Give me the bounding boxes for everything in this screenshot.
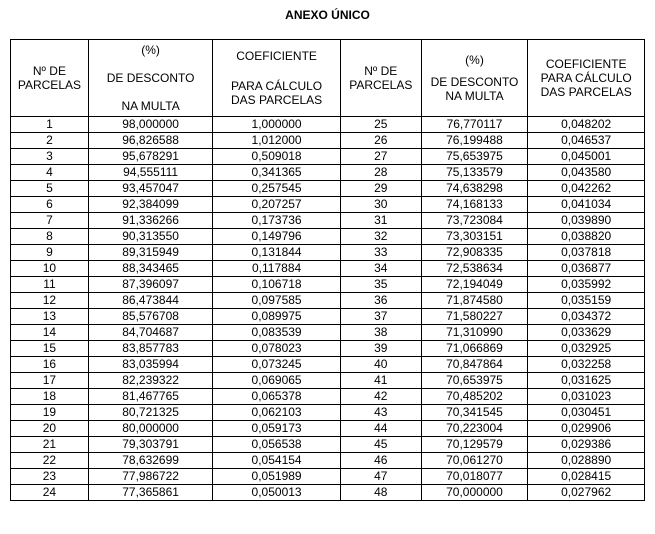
cell-coefficient-left: 0,050013 — [213, 485, 341, 501]
cell-installments-left: 21 — [11, 437, 89, 453]
cell-discount-left: 93,457047 — [88, 181, 212, 197]
cell-discount-right: 72,194049 — [421, 277, 528, 293]
cell-discount-right: 71,580227 — [421, 309, 528, 325]
cell-installments-left: 16 — [11, 357, 89, 373]
cell-discount-left: 85,576708 — [88, 309, 212, 325]
table-row — [11, 421, 645, 437]
cell-installments-right: 39 — [340, 341, 421, 357]
cell-discount-left: 96,826588 — [88, 133, 212, 149]
cell-discount-left: 83,857783 — [88, 341, 212, 357]
cell-discount-left: 80,000000 — [88, 421, 212, 437]
cell-discount-right: 70,018077 — [421, 469, 528, 485]
cell-coefficient-right: 0,029386 — [528, 437, 645, 453]
cell-discount-left: 88,343465 — [88, 261, 212, 277]
cell-installments-right: 42 — [340, 389, 421, 405]
cell-installments-left: 3 — [11, 149, 89, 165]
header-discount-left: (%) DE DESCONTO NA MULTA — [88, 40, 212, 117]
table-header-row — [11, 40, 645, 117]
cell-discount-right: 76,770117 — [421, 117, 528, 133]
table-row — [11, 245, 645, 261]
cell-discount-right: 71,874580 — [421, 293, 528, 309]
cell-discount-left: 95,678291 — [88, 149, 212, 165]
cell-coefficient-left: 0,059173 — [213, 421, 341, 437]
cell-coefficient-left: 0,065378 — [213, 389, 341, 405]
cell-installments-right: 45 — [340, 437, 421, 453]
cell-installments-right: 35 — [340, 277, 421, 293]
cell-coefficient-left: 0,073245 — [213, 357, 341, 373]
header-installments-right: Nº DE PARCELAS — [340, 40, 421, 117]
cell-discount-right: 74,168133 — [421, 197, 528, 213]
cell-installments-left: 14 — [11, 325, 89, 341]
cell-coefficient-left: 0,069065 — [213, 373, 341, 389]
table-row — [11, 469, 645, 485]
table-row — [11, 453, 645, 469]
cell-coefficient-left: 0,257545 — [213, 181, 341, 197]
table-row — [11, 357, 645, 373]
cell-discount-right: 75,133579 — [421, 165, 528, 181]
cell-discount-left: 77,986722 — [88, 469, 212, 485]
cell-coefficient-right: 0,039890 — [528, 213, 645, 229]
table-body — [11, 117, 645, 501]
cell-coefficient-left: 0,051989 — [213, 469, 341, 485]
cell-coefficient-right: 0,032925 — [528, 341, 645, 357]
cell-discount-right: 75,653975 — [421, 149, 528, 165]
cell-coefficient-left: 0,106718 — [213, 277, 341, 293]
header-coefficient-left: COEFICIENTE PARA CÁLCULO DAS PARCELAS — [213, 40, 341, 117]
cell-coefficient-right: 0,031625 — [528, 373, 645, 389]
cell-installments-left: 5 — [11, 181, 89, 197]
cell-installments-left: 2 — [11, 133, 89, 149]
table-row — [11, 229, 645, 245]
cell-discount-right: 70,129579 — [421, 437, 528, 453]
cell-coefficient-right: 0,028415 — [528, 469, 645, 485]
table-row — [11, 133, 645, 149]
installment-table — [10, 39, 645, 501]
cell-installments-left: 22 — [11, 453, 89, 469]
cell-coefficient-right: 0,034372 — [528, 309, 645, 325]
table-row — [11, 437, 645, 453]
cell-installments-right: 38 — [340, 325, 421, 341]
cell-installments-left: 7 — [11, 213, 89, 229]
cell-coefficient-right: 0,028890 — [528, 453, 645, 469]
cell-installments-right: 34 — [340, 261, 421, 277]
cell-discount-left: 84,704687 — [88, 325, 212, 341]
cell-coefficient-right: 0,038820 — [528, 229, 645, 245]
cell-installments-right: 32 — [340, 229, 421, 245]
table-row — [11, 485, 645, 501]
cell-installments-right: 28 — [340, 165, 421, 181]
cell-installments-right: 33 — [340, 245, 421, 261]
cell-coefficient-left: 0,083539 — [213, 325, 341, 341]
table-row — [11, 213, 645, 229]
cell-installments-left: 13 — [11, 309, 89, 325]
cell-coefficient-left: 0,117884 — [213, 261, 341, 277]
cell-coefficient-left: 1,000000 — [213, 117, 341, 133]
cell-coefficient-right: 0,041034 — [528, 197, 645, 213]
cell-coefficient-left: 0,509018 — [213, 149, 341, 165]
table-row — [11, 117, 645, 133]
cell-coefficient-right: 0,029906 — [528, 421, 645, 437]
cell-coefficient-right: 0,045001 — [528, 149, 645, 165]
cell-discount-left: 94,555111 — [88, 165, 212, 181]
cell-installments-right: 30 — [340, 197, 421, 213]
cell-installments-right: 31 — [340, 213, 421, 229]
cell-coefficient-right: 0,037818 — [528, 245, 645, 261]
cell-coefficient-right: 0,048202 — [528, 117, 645, 133]
table-row — [11, 373, 645, 389]
cell-installments-left: 15 — [11, 341, 89, 357]
cell-discount-left: 86,473844 — [88, 293, 212, 309]
cell-discount-right: 73,723084 — [421, 213, 528, 229]
cell-coefficient-right: 0,035992 — [528, 277, 645, 293]
cell-discount-right: 70,341545 — [421, 405, 528, 421]
cell-discount-right: 71,310990 — [421, 325, 528, 341]
cell-coefficient-right: 0,032258 — [528, 357, 645, 373]
cell-discount-right: 71,066869 — [421, 341, 528, 357]
cell-coefficient-left: 0,062103 — [213, 405, 341, 421]
cell-installments-left: 18 — [11, 389, 89, 405]
cell-coefficient-right: 0,031023 — [528, 389, 645, 405]
table-row — [11, 261, 645, 277]
cell-discount-left: 89,315949 — [88, 245, 212, 261]
table-row — [11, 341, 645, 357]
cell-discount-right: 70,000000 — [421, 485, 528, 501]
cell-coefficient-right: 0,027962 — [528, 485, 645, 501]
cell-discount-right: 73,303151 — [421, 229, 528, 245]
cell-installments-left: 6 — [11, 197, 89, 213]
table-row — [11, 325, 645, 341]
cell-coefficient-right: 0,046537 — [528, 133, 645, 149]
cell-installments-left: 12 — [11, 293, 89, 309]
cell-discount-left: 78,632699 — [88, 453, 212, 469]
table-row — [11, 309, 645, 325]
cell-coefficient-left: 0,097585 — [213, 293, 341, 309]
cell-discount-left: 98,000000 — [88, 117, 212, 133]
cell-discount-left: 79,303791 — [88, 437, 212, 453]
cell-coefficient-left: 0,207257 — [213, 197, 341, 213]
header-coefficient-right: COEFICIENTE PARA CÁLCULO DAS PARCELAS — [528, 40, 645, 117]
cell-discount-left: 90,313550 — [88, 229, 212, 245]
cell-coefficient-left: 0,089975 — [213, 309, 341, 325]
cell-discount-right: 70,485202 — [421, 389, 528, 405]
cell-installments-right: 48 — [340, 485, 421, 501]
cell-coefficient-left: 0,173736 — [213, 213, 341, 229]
cell-discount-left: 80,721325 — [88, 405, 212, 421]
cell-installments-left: 10 — [11, 261, 89, 277]
cell-discount-left: 91,336266 — [88, 213, 212, 229]
cell-discount-left: 83,035994 — [88, 357, 212, 373]
cell-installments-right: 26 — [340, 133, 421, 149]
cell-installments-right: 25 — [340, 117, 421, 133]
cell-installments-right: 43 — [340, 405, 421, 421]
cell-coefficient-left: 0,078023 — [213, 341, 341, 357]
cell-installments-left: 1 — [11, 117, 89, 133]
cell-installments-left: 20 — [11, 421, 89, 437]
cell-coefficient-right: 0,036877 — [528, 261, 645, 277]
cell-installments-left: 11 — [11, 277, 89, 293]
cell-installments-left: 24 — [11, 485, 89, 501]
cell-installments-right: 37 — [340, 309, 421, 325]
cell-coefficient-left: 0,341365 — [213, 165, 341, 181]
cell-coefficient-left: 0,149796 — [213, 229, 341, 245]
cell-discount-right: 76,199488 — [421, 133, 528, 149]
table-row — [11, 277, 645, 293]
table-row — [11, 197, 645, 213]
cell-coefficient-right: 0,030451 — [528, 405, 645, 421]
cell-discount-left: 87,396097 — [88, 277, 212, 293]
cell-discount-right: 70,223004 — [421, 421, 528, 437]
cell-coefficient-left: 0,131844 — [213, 245, 341, 261]
table-row — [11, 293, 645, 309]
cell-installments-left: 19 — [11, 405, 89, 421]
cell-coefficient-right: 0,035159 — [528, 293, 645, 309]
cell-coefficient-left: 0,054154 — [213, 453, 341, 469]
cell-installments-left: 17 — [11, 373, 89, 389]
header-installments-left: Nº DE PARCELAS — [11, 40, 89, 117]
cell-installments-left: 4 — [11, 165, 89, 181]
cell-installments-left: 23 — [11, 469, 89, 485]
cell-installments-right: 44 — [340, 421, 421, 437]
table-row — [11, 405, 645, 421]
table-row — [11, 149, 645, 165]
cell-installments-right: 27 — [340, 149, 421, 165]
cell-discount-right: 72,908335 — [421, 245, 528, 261]
table-row — [11, 181, 645, 197]
table-row — [11, 389, 645, 405]
cell-coefficient-left: 1,012000 — [213, 133, 341, 149]
cell-coefficient-right: 0,042262 — [528, 181, 645, 197]
cell-discount-right: 70,061270 — [421, 453, 528, 469]
cell-discount-left: 81,467765 — [88, 389, 212, 405]
cell-coefficient-right: 0,043580 — [528, 165, 645, 181]
header-discount-right: (%) DE DESCONTO NA MULTA — [421, 40, 528, 117]
cell-discount-left: 82,239322 — [88, 373, 212, 389]
cell-installments-right: 29 — [340, 181, 421, 197]
cell-discount-right: 74,638298 — [421, 181, 528, 197]
cell-installments-right: 47 — [340, 469, 421, 485]
cell-installments-right: 41 — [340, 373, 421, 389]
cell-coefficient-left: 0,056538 — [213, 437, 341, 453]
cell-installments-left: 9 — [11, 245, 89, 261]
table-row — [11, 165, 645, 181]
page-title: ANEXO ÚNICO — [285, 8, 370, 22]
cell-installments-right: 46 — [340, 453, 421, 469]
cell-discount-right: 72,538634 — [421, 261, 528, 277]
cell-installments-right: 36 — [340, 293, 421, 309]
cell-discount-right: 70,847864 — [421, 357, 528, 373]
cell-discount-left: 77,365861 — [88, 485, 212, 501]
cell-discount-left: 92,384099 — [88, 197, 212, 213]
cell-coefficient-right: 0,033629 — [528, 325, 645, 341]
cell-installments-right: 40 — [340, 357, 421, 373]
cell-installments-left: 8 — [11, 229, 89, 245]
cell-discount-right: 70,653975 — [421, 373, 528, 389]
